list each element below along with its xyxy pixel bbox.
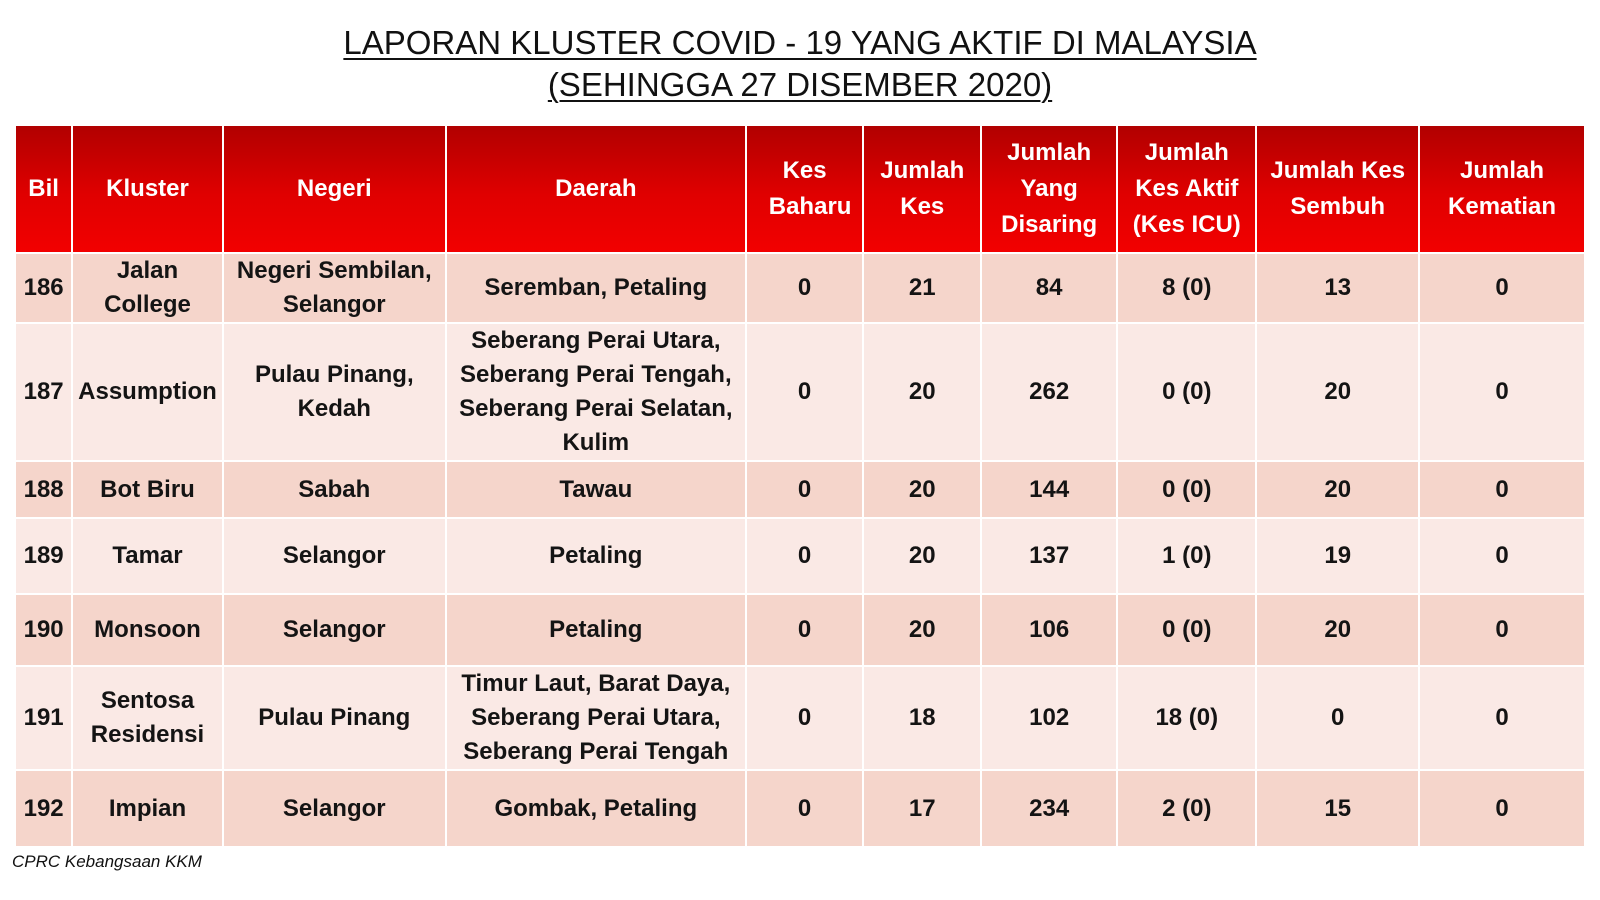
cell-jumlah-kes-aktif: 8 (0) <box>1118 254 1255 322</box>
cell-jumlah-kes-sembuh: 20 <box>1257 462 1418 517</box>
header-negeri: Negeri <box>224 126 445 252</box>
table-header-row <box>16 126 1584 252</box>
cell-jumlah-kes: 20 <box>864 595 980 665</box>
header-jumlah-kes-aktif: Jumlah Kes Aktif (Kes ICU) <box>1118 126 1255 252</box>
cell-jumlah-disaring: 106 <box>982 595 1116 665</box>
cell-jumlah-disaring: 102 <box>982 667 1116 769</box>
cell-kes-baharu: 0 <box>747 254 863 322</box>
cell-kluster: Sentosa Residensi <box>73 667 221 769</box>
cell-bil: 191 <box>16 667 71 769</box>
cell-daerah: Seremban, Petaling <box>447 254 745 322</box>
cell-negeri: Pulau Pinang <box>224 667 445 769</box>
cell-kes-baharu: 0 <box>747 595 863 665</box>
cell-jumlah-disaring: 262 <box>982 324 1116 460</box>
cell-jumlah-kes-aktif: 1 (0) <box>1118 519 1255 593</box>
cell-jumlah-kes: 20 <box>864 519 980 593</box>
table-row <box>16 324 1584 460</box>
cell-jumlah-kematian: 0 <box>1420 595 1584 665</box>
header-jumlah-kematian: Jumlah Kematian <box>1420 126 1584 252</box>
cell-negeri: Selangor <box>224 595 445 665</box>
cell-jumlah-kematian: 0 <box>1420 254 1584 322</box>
cell-jumlah-kes: 20 <box>864 324 980 460</box>
cell-daerah: Petaling <box>447 519 745 593</box>
source-note: CPRC Kebangsaan KKM <box>12 852 202 871</box>
cell-jumlah-kes-aktif: 18 (0) <box>1118 667 1255 769</box>
cell-bil: 186 <box>16 254 71 322</box>
cell-jumlah-kematian: 0 <box>1420 519 1584 593</box>
title-text-2: (SEHINGGA 27 DISEMBER 2020) <box>547 66 1053 103</box>
cell-daerah: Petaling <box>447 595 745 665</box>
cell-kluster: Impian <box>73 771 221 846</box>
cell-jumlah-disaring: 84 <box>982 254 1116 322</box>
table-row <box>16 254 1584 322</box>
header-jumlah-kes: Jumlah Kes <box>864 126 980 252</box>
header-daerah: Daerah <box>447 126 745 252</box>
cell-daerah: Tawau <box>447 462 745 517</box>
cell-kes-baharu: 0 <box>747 519 863 593</box>
cell-jumlah-kes: 18 <box>864 667 980 769</box>
cell-jumlah-kes: 21 <box>864 254 980 322</box>
cell-daerah: Seberang Perai Utara, Seberang Perai Tengah, Seberang Perai Selatan, Kulim <box>447 324 745 460</box>
table-row <box>16 595 1584 665</box>
cell-jumlah-kes-sembuh: 0 <box>1257 667 1418 769</box>
cell-jumlah-kematian: 0 <box>1420 324 1584 460</box>
cell-jumlah-disaring: 137 <box>982 519 1116 593</box>
cell-bil: 190 <box>16 595 71 665</box>
cell-kes-baharu: 0 <box>747 462 863 517</box>
title-line-1 <box>0 22 1600 64</box>
cell-jumlah-kes-aktif: 0 (0) <box>1118 595 1255 665</box>
cell-jumlah-disaring: 234 <box>982 771 1116 846</box>
title-line-2 <box>0 64 1600 106</box>
cell-jumlah-kes-sembuh: 20 <box>1257 324 1418 460</box>
cell-kluster: Bot Biru <box>73 462 221 517</box>
cell-jumlah-kematian: 0 <box>1420 462 1584 517</box>
cell-jumlah-kes-aktif: 0 (0) <box>1118 324 1255 460</box>
cell-kes-baharu: 0 <box>747 667 863 769</box>
cell-negeri: Selangor <box>224 771 445 846</box>
header-jumlah-disaring: Jumlah Yang Disaring <box>982 126 1116 252</box>
cell-jumlah-disaring: 144 <box>982 462 1116 517</box>
cell-kluster: Assumption <box>73 324 221 460</box>
table-row <box>16 462 1584 517</box>
cell-daerah: Gombak, Petaling <box>447 771 745 846</box>
cell-jumlah-kematian: 0 <box>1420 771 1584 846</box>
cell-jumlah-kes-aktif: 2 (0) <box>1118 771 1255 846</box>
cell-negeri: Pulau Pinang, Kedah <box>224 324 445 460</box>
table-body <box>16 254 1584 846</box>
header-jumlah-kes-sembuh: Jumlah Kes Sembuh <box>1257 126 1418 252</box>
header-kluster: Kluster <box>73 126 221 252</box>
cell-jumlah-kes: 17 <box>864 771 980 846</box>
cell-negeri: Selangor <box>224 519 445 593</box>
header-kes-baharu: Kes Baharu <box>747 126 863 252</box>
cell-jumlah-kematian: 0 <box>1420 667 1584 769</box>
cluster-table <box>14 124 1586 848</box>
cell-kes-baharu: 0 <box>747 771 863 846</box>
cell-bil: 188 <box>16 462 71 517</box>
cell-bil: 189 <box>16 519 71 593</box>
cell-jumlah-kes-sembuh: 20 <box>1257 595 1418 665</box>
cell-jumlah-kes-sembuh: 19 <box>1257 519 1418 593</box>
cell-negeri: Negeri Sembilan, Selangor <box>224 254 445 322</box>
cell-jumlah-kes-sembuh: 13 <box>1257 254 1418 322</box>
cell-jumlah-kes-aktif: 0 (0) <box>1118 462 1255 517</box>
table-row <box>16 771 1584 846</box>
header-bil: Bil <box>16 126 71 252</box>
cell-bil: 192 <box>16 771 71 846</box>
cell-bil: 187 <box>16 324 71 460</box>
report-title <box>0 22 1600 106</box>
table-row <box>16 667 1584 769</box>
title-text-1: LAPORAN KLUSTER COVID - 19 YANG AKTIF DI MALAYSIA <box>343 24 1257 61</box>
cell-jumlah-kes: 20 <box>864 462 980 517</box>
table-row <box>16 519 1584 593</box>
cell-jumlah-kes-sembuh: 15 <box>1257 771 1418 846</box>
cell-kluster: Monsoon <box>73 595 221 665</box>
cell-kluster: Jalan College <box>73 254 221 322</box>
cell-daerah: Timur Laut, Barat Daya, Seberang Perai Utara, Seberang Perai Tengah <box>447 667 745 769</box>
cell-negeri: Sabah <box>224 462 445 517</box>
cell-kes-baharu: 0 <box>747 324 863 460</box>
cell-kluster: Tamar <box>73 519 221 593</box>
